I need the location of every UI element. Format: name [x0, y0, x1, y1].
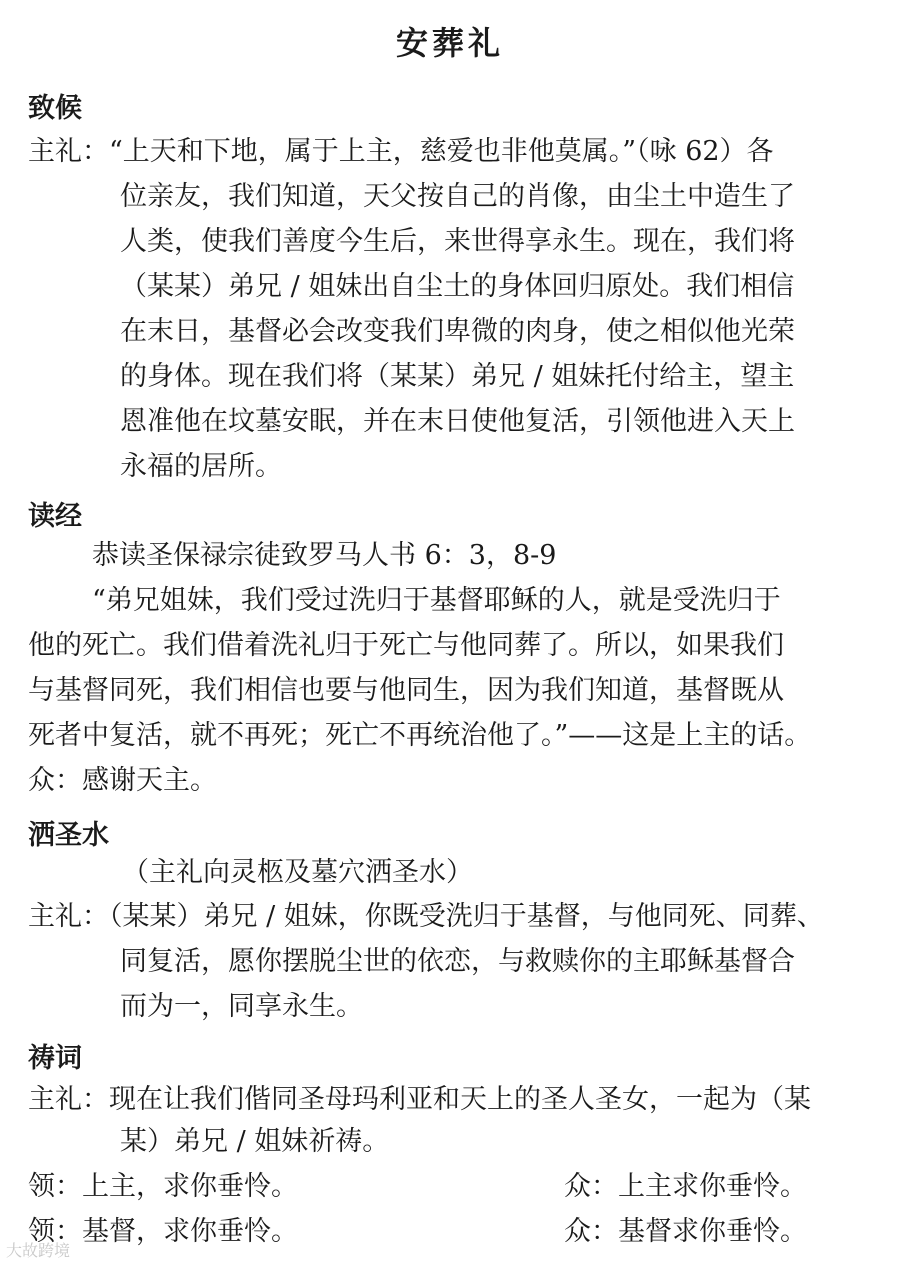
text-line: 人类，使我们善度今生后，来世得享永生。现在，我们将	[120, 226, 795, 257]
text-line: 的身体。现在我们将（某某）弟兄 / 姐妹托付给主，望主	[120, 361, 795, 392]
litany-leader-text: 领：上主，求你垂怜。	[28, 1171, 298, 1202]
text-line: 恩准他在坟墓安眠，并在末日使他复活，引领他进入天上	[120, 406, 795, 437]
text-line: 与基督同死，我们相信也要与他同生，因为我们知道，基督既从	[28, 675, 784, 706]
text-line: （主礼向灵柩及墓穴洒圣水）	[122, 857, 473, 888]
text-line: 恭读圣保禄宗徒致罗马人书 6：3，8-9	[92, 540, 557, 571]
text-line: 众：感谢天主。	[28, 765, 217, 796]
litany-people-text: 众：上主求你垂怜。	[564, 1171, 807, 1202]
litany-leader-text: 领：基督，求你垂怜。	[28, 1216, 298, 1247]
text-line: 位亲友，我们知道，天父按自己的肖像，由尘土中造生了	[120, 181, 795, 212]
text-line: 他的死亡。我们借着洗礼归于死亡与他同葬了。所以，如果我们	[28, 630, 784, 661]
section-heading-greeting: 致候	[28, 93, 82, 124]
text-line: 主礼：“上天和下地，属于上主，慈爱也非他莫属。”（咏 62）各	[28, 136, 774, 167]
section-heading-reading: 读经	[28, 501, 82, 532]
watermark: 大故跨境	[6, 1241, 71, 1260]
text-line: 永福的居所。	[120, 451, 282, 482]
text-line: 同复活，愿你摆脱尘世的依恋，与救赎你的主耶稣基督合	[120, 946, 795, 977]
section-heading-holy-water: 洒圣水	[28, 820, 109, 851]
text-line: 而为一，同享永生。	[120, 991, 363, 1022]
text-line: “弟兄姐妹，我们受过洗归于基督耶稣的人，就是受洗归于	[92, 585, 781, 616]
text-line: （某某）弟兄 / 姐妹出自尘土的身体回归原处。我们相信	[120, 271, 795, 302]
page-title: 安葬礼	[395, 24, 504, 62]
litany-people-text: 众：基督求你垂怜。	[564, 1216, 807, 1247]
section-heading-prayer: 祷词	[28, 1043, 82, 1074]
text-line: 死者中复活，就不再死；死亡不再统治他了。”——这是上主的话。	[28, 720, 812, 751]
text-line: 在末日，基督必会改变我们卑微的肉身，使之相似他光荣	[120, 316, 795, 347]
text-line: 某）弟兄 / 姐妹祈祷。	[120, 1126, 390, 1157]
text-line: 主礼：（某某）弟兄 / 姐妹，你既受洗归于基督，与他同死、同葬、	[28, 901, 824, 932]
text-line: 主礼：现在让我们偕同圣母玛利亚和天上的圣人圣女，一起为（某	[28, 1084, 811, 1115]
